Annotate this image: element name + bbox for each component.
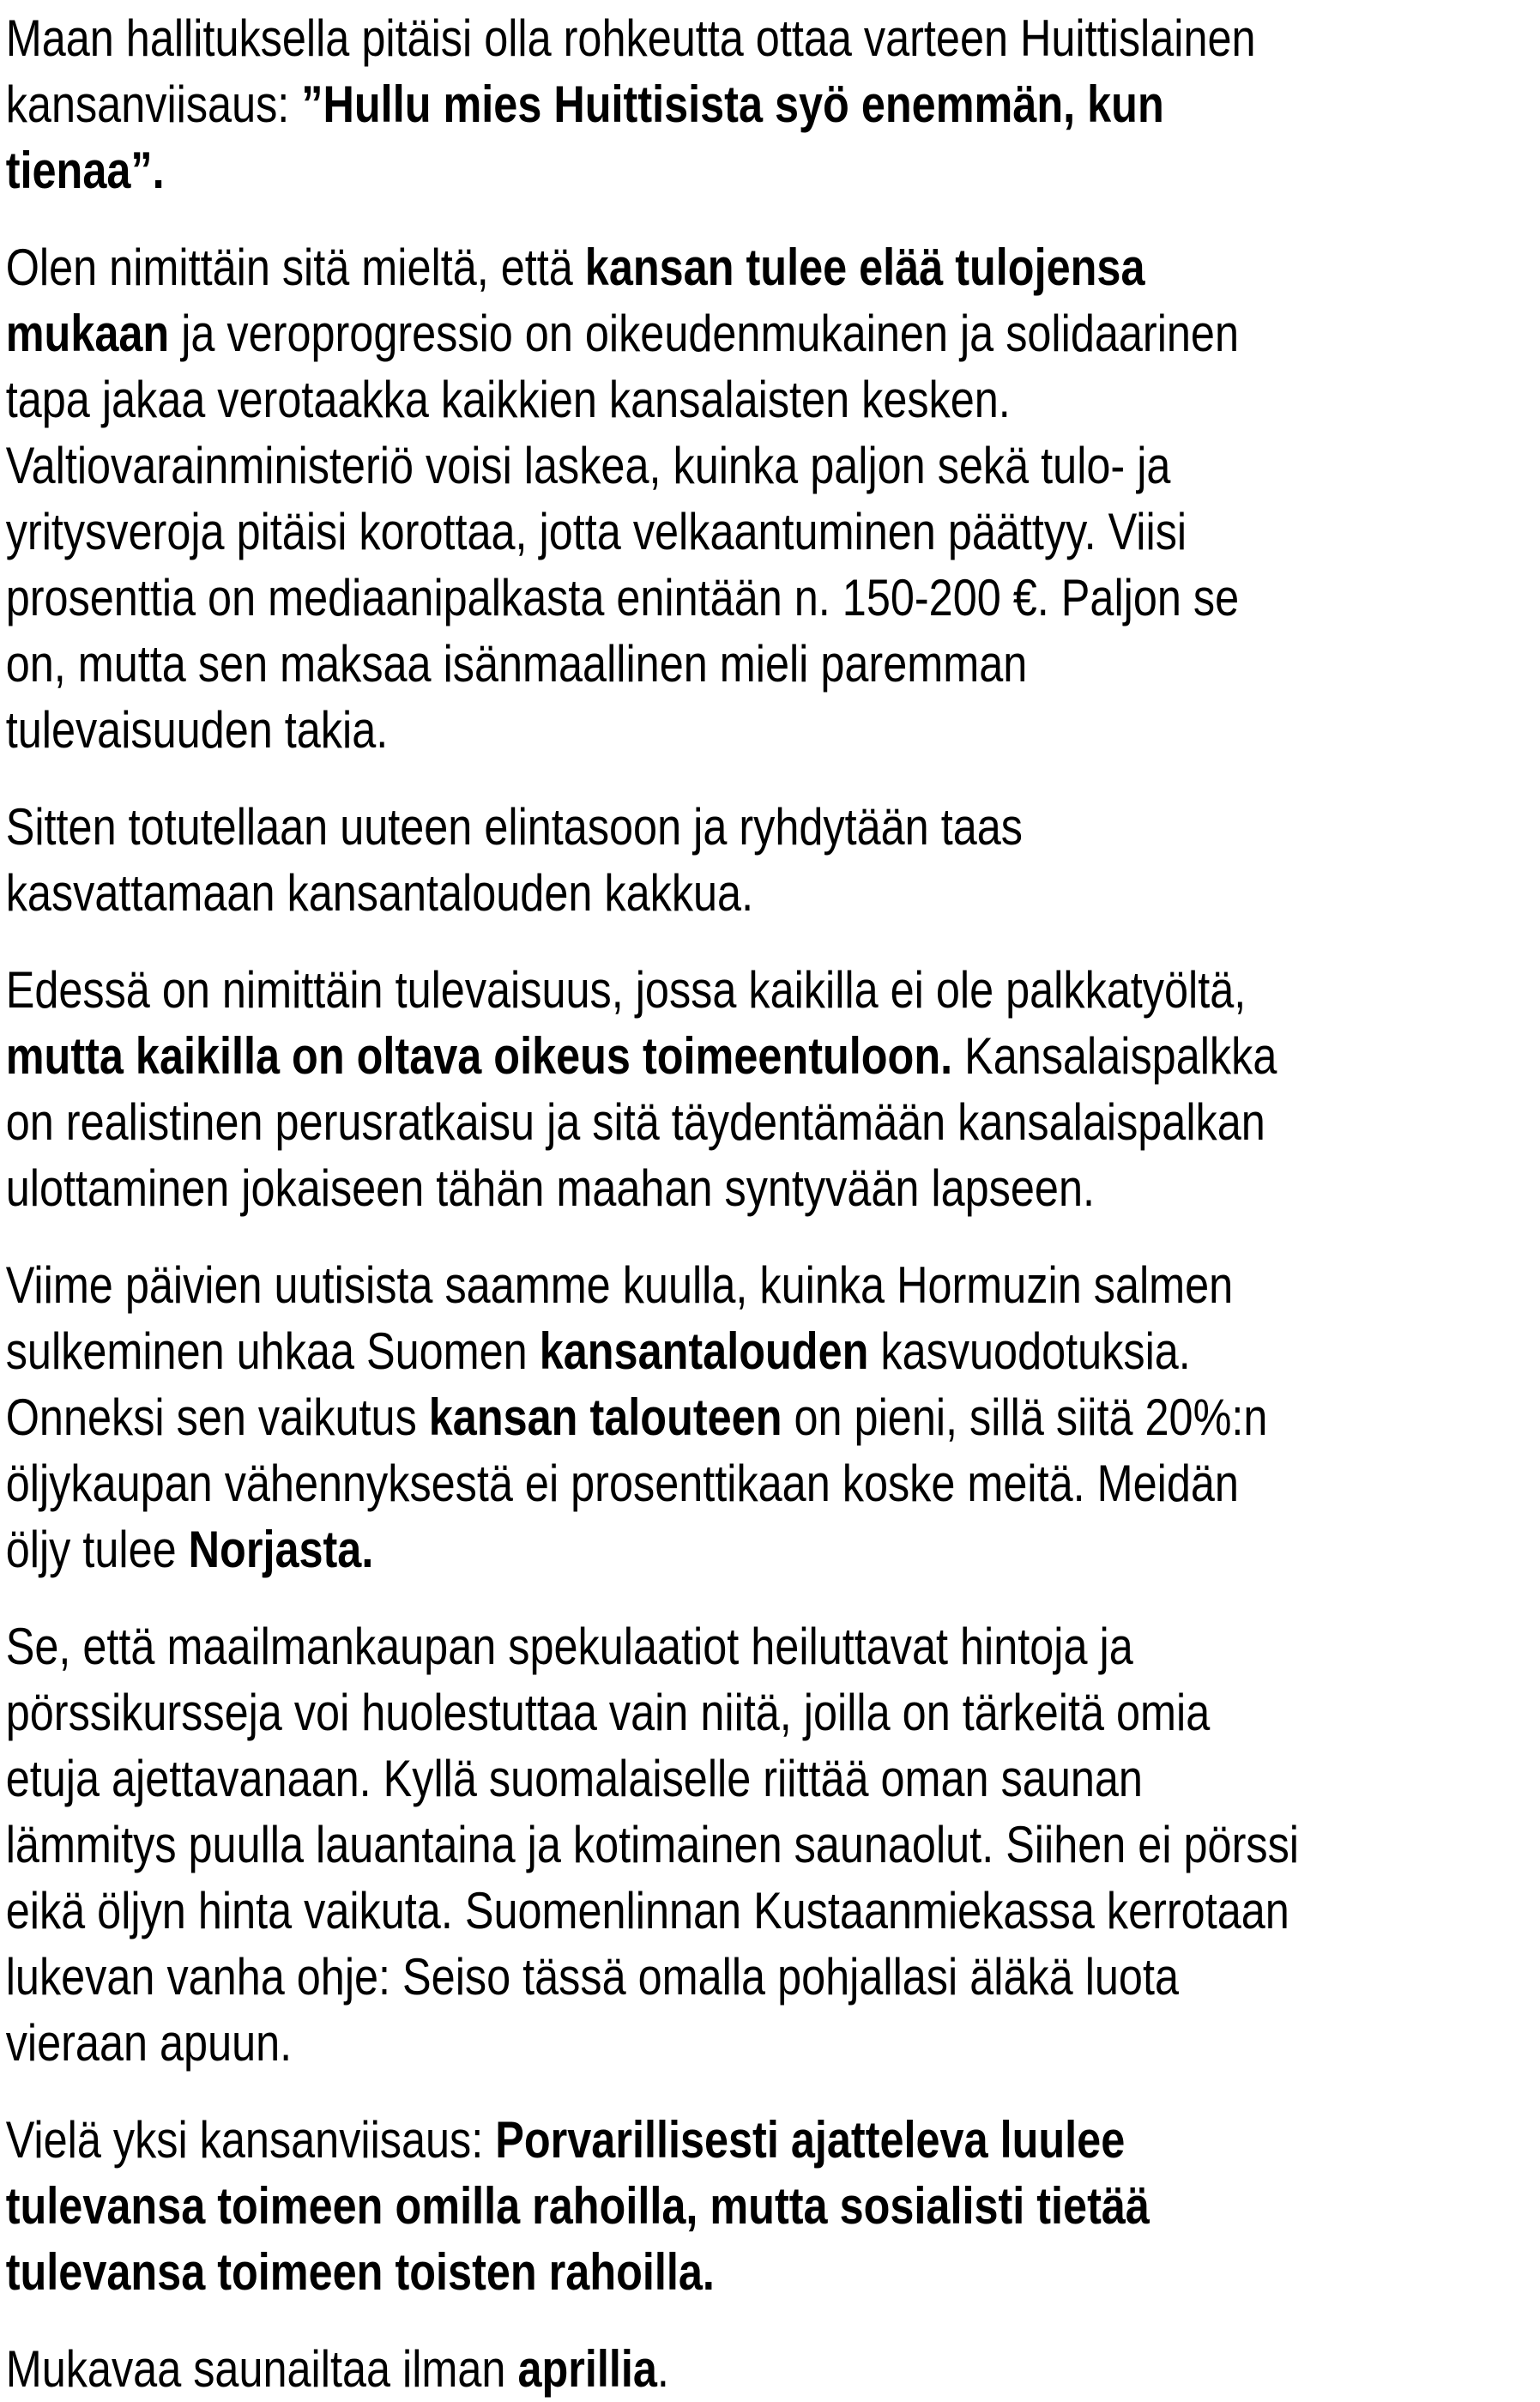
text-run: Maan hallituksella pitäisi olla rohkeutta ottaa varteen Huittislainen xyxy=(5,9,1256,67)
text-run: on pieni, sillä siitä 20%:n xyxy=(782,1389,1268,1446)
bold-text-run: tienaa”. xyxy=(5,142,165,199)
bold-text-run: Norjasta. xyxy=(188,1521,374,1578)
paragraph xyxy=(6,957,1540,1221)
bold-text-run: tulevansa toimeen omilla rahoilla, mutta sosialisti tietää xyxy=(5,2177,1150,2235)
text-run: ulottaminen jokaiseen tähän maahan syntyvään lapseen. xyxy=(5,1159,1095,1217)
text-run: Viime päivien uutisista saamme kuulla, kuinka Hormuzin salmen xyxy=(5,1256,1234,1314)
text-line xyxy=(6,860,1540,926)
bold-text-run: mutta kaikilla on oltava oikeus toimeentuloon. xyxy=(5,1027,953,1085)
text-line xyxy=(6,137,1540,203)
text-line xyxy=(6,5,1540,71)
text-run: Valtiovarainministeriö voisi laskea, kuinka paljon sekä tulo- ja xyxy=(5,437,1171,494)
text-line xyxy=(6,1023,1540,1089)
text-run: Se, että maailmankaupan spekulaatiot heiluttavat hintoja ja xyxy=(5,1618,1133,1675)
text-line xyxy=(6,499,1540,565)
text-line xyxy=(6,1252,1540,1318)
text-line xyxy=(6,1155,1540,1221)
text-line xyxy=(6,957,1540,1023)
bold-text-run: ”Hullu mies Huittisista syö enemmän, kun xyxy=(301,76,1164,133)
text-run: tapa jakaa verotaakka kaikkien kansalaisten kesken. xyxy=(5,371,1011,428)
paragraph xyxy=(6,1252,1540,1582)
text-run: Onneksi sen vaikutus xyxy=(5,1389,429,1446)
text-run: öljykaupan vähennyksestä ei prosenttikaan koske meitä. Meidän xyxy=(5,1455,1239,1512)
text-line xyxy=(6,631,1540,697)
text-run: yritysveroja pitäisi korottaa, jotta velkaantuminen päättyy. Viisi xyxy=(5,503,1187,560)
bold-text-run: Porvarillisesti ajatteleva luulee xyxy=(495,2111,1126,2169)
text-line xyxy=(6,234,1540,300)
text-line xyxy=(6,1089,1540,1155)
text-line xyxy=(6,1746,1540,1812)
bold-text-run: kansan tulee elää tulojensa xyxy=(584,239,1145,296)
text-line xyxy=(6,1450,1540,1516)
text-line xyxy=(6,1384,1540,1450)
text-run: Vielä yksi kansanviisaus: xyxy=(5,2111,496,2169)
bold-text-run: tulevansa toimeen toisten rahoilla. xyxy=(5,2243,715,2301)
text-line xyxy=(6,1679,1540,1746)
bold-text-run: kansantalouden xyxy=(539,1322,869,1380)
text-run: kansanviisaus: xyxy=(5,76,302,133)
text-run: vieraan apuun. xyxy=(5,2014,293,2072)
paragraph xyxy=(6,1613,1540,2076)
paragraph xyxy=(6,2107,1540,2305)
text-line xyxy=(6,300,1540,366)
text-run: pörssikursseja voi huolestuttaa vain niitä, joilla on tärkeitä omia xyxy=(5,1684,1211,1741)
paragraph xyxy=(6,794,1540,926)
text-line xyxy=(6,2239,1540,2305)
text-line xyxy=(6,2336,1540,2402)
text-run: lämmitys puulla lauantaina ja kotimainen saunaolut. Siihen ei pörssi xyxy=(5,1816,1299,1873)
text-line xyxy=(6,1944,1540,2010)
text-run: sulkeminen uhkaa Suomen xyxy=(5,1322,540,1380)
text-line xyxy=(6,1812,1540,1878)
text-line xyxy=(6,794,1540,860)
text-run: prosenttia on mediaanipalkasta enintään n. 150-200 €. Paljon se xyxy=(5,569,1240,626)
text-line xyxy=(6,71,1540,137)
text-line xyxy=(6,433,1540,499)
text-run: Sitten totutellaan uuteen elintasoon ja ryhdytään taas xyxy=(5,798,1023,856)
text-run: lukevan vanha ohje: Seiso tässä omalla pohjallasi äläkä luota xyxy=(5,1948,1180,2006)
text-run: on realistinen perusratkaisu ja sitä täydentämään kansalaispalkan xyxy=(5,1093,1265,1151)
text-line xyxy=(6,366,1540,433)
text-line xyxy=(6,1878,1540,1944)
bold-text-run: aprillia xyxy=(517,2340,657,2398)
text-run: etuja ajettavanaan. Kyllä suomalaiselle riittää oman saunan xyxy=(5,1750,1143,1807)
text-run: on, mutta sen maksaa isänmaallinen mieli paremman xyxy=(5,635,1028,693)
text-line xyxy=(6,1318,1540,1384)
text-run: ja veroprogressio on oikeudenmukainen ja solidaarinen xyxy=(169,305,1239,362)
text-run: kasvuodotuksia. xyxy=(868,1322,1191,1380)
text-run: Olen nimittäin sitä mieltä, että xyxy=(5,239,585,296)
text-line xyxy=(6,565,1540,631)
paragraph xyxy=(6,5,1540,203)
text-line xyxy=(6,2107,1540,2173)
text-run: tulevaisuuden takia. xyxy=(5,701,389,759)
text-run: Edessä on nimittäin tulevaisuus, jossa kaikilla ei ole palkkatyöltä, xyxy=(5,961,1247,1019)
text-run: kasvattamaan kansantalouden kakkua. xyxy=(5,864,754,922)
text-run: Kansalaispalkka xyxy=(952,1027,1277,1085)
text-run: . xyxy=(656,2340,669,2398)
text-run: öljy tulee xyxy=(5,1521,189,1578)
paragraph xyxy=(6,234,1540,763)
text-run: Mukavaa saunailtaa ilman xyxy=(5,2340,518,2398)
text-line xyxy=(6,697,1540,763)
paragraph xyxy=(6,2336,1540,2402)
bold-text-run: kansan talouteen xyxy=(428,1389,782,1446)
text-run: eikä öljyn hinta vaikuta. Suomenlinnan Kustaanmiekassa kerrotaan xyxy=(5,1882,1289,1939)
bold-text-run: mukaan xyxy=(5,305,170,362)
text-line xyxy=(6,2010,1540,2076)
text-line xyxy=(6,1516,1540,1582)
text-line xyxy=(6,2173,1540,2239)
text-line xyxy=(6,1613,1540,1679)
